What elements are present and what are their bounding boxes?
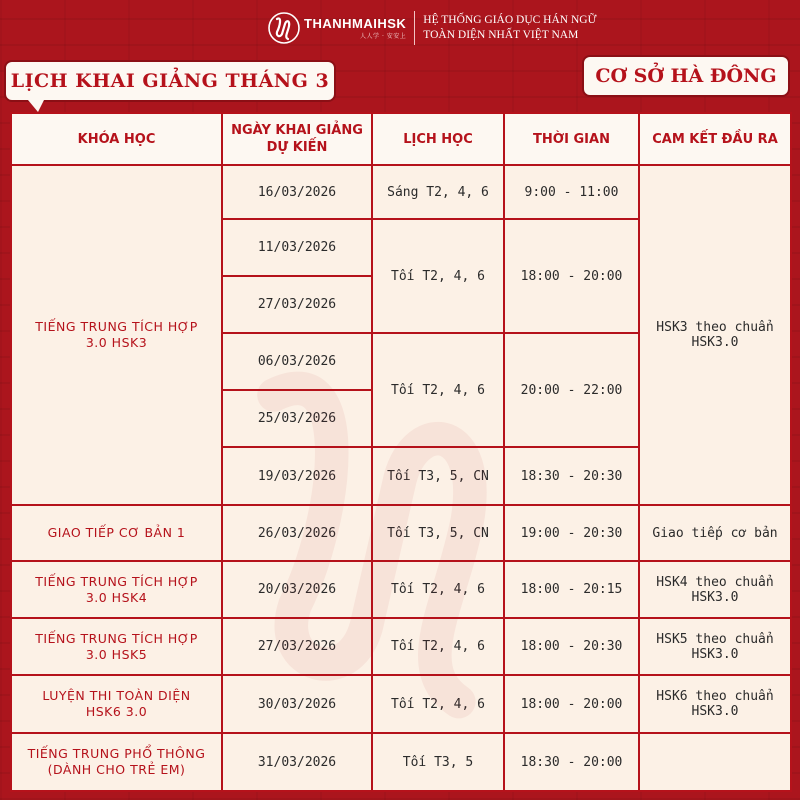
date-cell: 11/03/2026	[222, 219, 372, 276]
page-title: LỊCH KHAI GIẢNG THÁNG 3	[4, 60, 336, 102]
course-line1: LUYỆN THI TOÀN DIỆN	[42, 688, 191, 703]
course-line2: HSK6 3.0	[85, 704, 148, 719]
table-header-row	[11, 113, 791, 165]
logo-divider	[414, 11, 415, 45]
course-line1: TIẾNG TRUNG TÍCH HỢP	[35, 573, 198, 589]
header-start-date	[222, 113, 372, 165]
logo-brand: THANHMAIHSK	[304, 16, 407, 31]
outcome-line1: HSK5 theo chuẩn	[656, 631, 774, 647]
schedule-cell: Tối T2, 4, 6	[372, 675, 504, 733]
schedule-table-container	[10, 112, 790, 792]
time-cell: 9:00 - 11:00	[504, 165, 639, 219]
outcome-line2: HSK3.0	[691, 335, 739, 350]
outcome-cell	[639, 561, 791, 618]
time-cell: 18:30 - 20:00	[504, 733, 639, 791]
time-cell: 18:30 - 20:30	[504, 447, 639, 505]
schedule-cell: Tối T2, 4, 6	[372, 333, 504, 447]
header-start-line2: DỰ KIẾN	[266, 140, 328, 155]
outcome-line2: HSK3.0	[691, 589, 739, 605]
course-line1: GIAO TIẾP CƠ BẢN 1	[47, 525, 186, 540]
outcome-cell	[639, 165, 791, 505]
schedule-cell: Tối T2, 4, 6	[372, 618, 504, 675]
outcome-line1: Giao tiếp cơ bản	[652, 525, 778, 541]
date-cell: 20/03/2026	[222, 561, 372, 618]
schedule-cell: Tối T2, 4, 6	[372, 561, 504, 618]
outcome-line1: HSK6 theo chuẩn	[656, 689, 774, 704]
tagline-line2: TOÀN DIỆN NHẤT VIỆT NAM	[423, 29, 579, 41]
time-cell: 18:00 - 20:15	[504, 561, 639, 618]
header-start-line1: NGÀY KHAI GIẢNG	[231, 123, 363, 138]
date-cell: 27/03/2026	[222, 618, 372, 675]
schedule-cell: Sáng T2, 4, 6	[372, 165, 504, 219]
outcome-line1: HSK4 theo chuẩn	[656, 574, 774, 590]
outcome-line2: HSK3.0	[691, 646, 739, 662]
header-schedule: LỊCH HỌC	[372, 113, 504, 165]
course-line2: 3.0 HSK4	[85, 589, 148, 605]
schedule-cell: Tối T3, 5	[372, 733, 504, 791]
date-cell: 06/03/2026	[222, 333, 372, 390]
date-cell: 31/03/2026	[222, 733, 372, 791]
schedule-cell: Tối T3, 5, CN	[372, 505, 504, 561]
date-cell: 26/03/2026	[222, 505, 372, 561]
course-line1: TIẾNG TRUNG TÍCH HỢP	[35, 630, 198, 646]
header-course: KHÓA HỌC	[11, 113, 222, 165]
outcome-cell	[639, 675, 791, 733]
time-cell: 19:00 - 20:30	[504, 505, 639, 561]
time-cell: 20:00 - 22:00	[504, 333, 639, 447]
date-cell: 30/03/2026	[222, 675, 372, 733]
watermark-logo-icon	[190, 332, 610, 752]
tagline-line1: HỆ THỐNG GIÁO DỤC HÁN NGỮ	[423, 14, 597, 26]
table-row	[11, 165, 791, 219]
date-cell: 27/03/2026	[222, 276, 372, 333]
time-cell: 18:00 - 20:00	[504, 675, 639, 733]
outcome-line1: HSK3 theo chuẩn	[656, 320, 774, 335]
header-outcome: CAM KẾT ĐẦU RA	[639, 113, 791, 165]
course-line2: 3.0 HSK3	[85, 335, 148, 350]
campus-badge: CƠ SỞ HÀ ĐÔNG	[582, 55, 790, 97]
logo-slogan: 人人学 · 安安上	[360, 33, 407, 40]
outcome-cell	[639, 733, 791, 791]
outcome-line2: HSK3.0	[691, 704, 739, 719]
date-cell: 16/03/2026	[222, 165, 372, 219]
outcome-cell	[639, 618, 791, 675]
course-line2: (DÀNH CHO TRẺ EM)	[47, 762, 186, 777]
outcome-cell	[639, 505, 791, 561]
schedule-cell: Tối T2, 4, 6	[372, 219, 504, 333]
time-cell: 18:00 - 20:30	[504, 618, 639, 675]
course-line2: 3.0 HSK5	[85, 646, 148, 662]
schedule-cell: Tối T3, 5, CN	[372, 447, 504, 505]
date-cell: 25/03/2026	[222, 390, 372, 447]
course-line1: TIẾNG TRUNG TÍCH HỢP	[35, 319, 198, 334]
date-cell: 19/03/2026	[222, 447, 372, 505]
time-cell: 18:00 - 20:00	[504, 219, 639, 333]
header-logo	[268, 8, 597, 48]
header-time: THỜI GIAN	[504, 113, 639, 165]
course-line1: TIẾNG TRUNG PHỔ THÔNG	[27, 746, 206, 761]
logo-icon	[268, 10, 300, 46]
